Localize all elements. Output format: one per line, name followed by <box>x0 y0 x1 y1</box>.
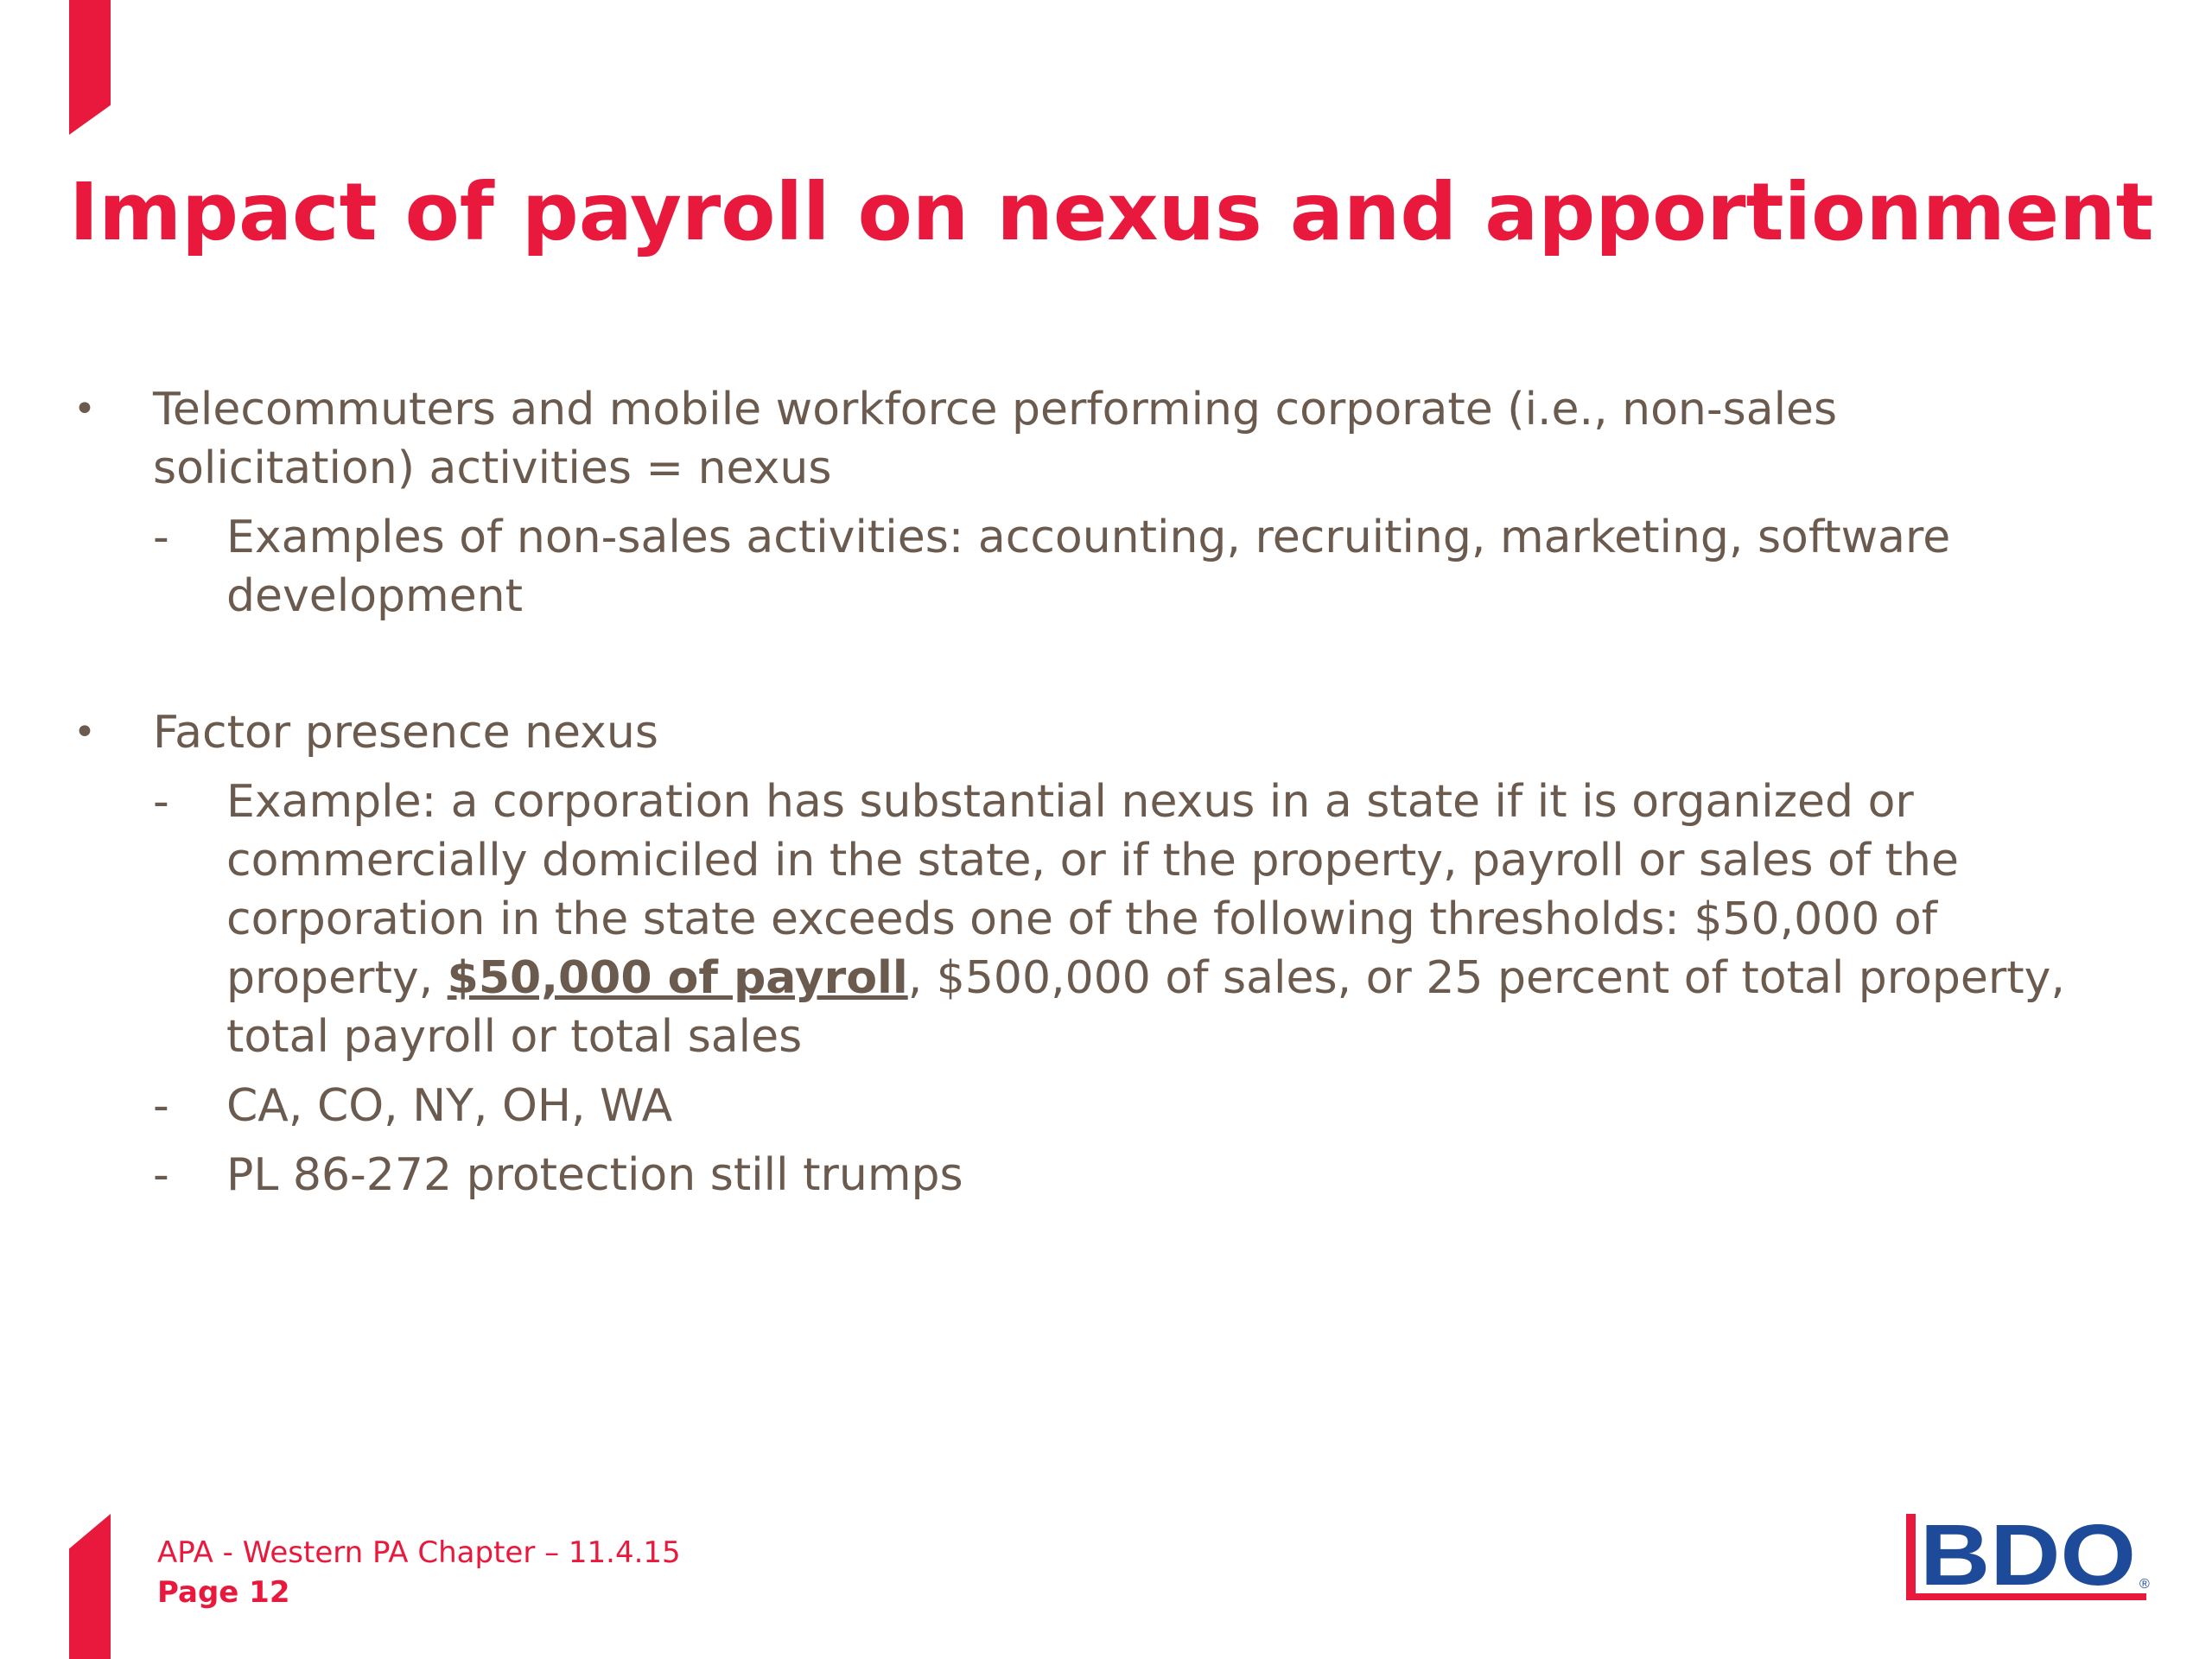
sub-item-non-sales-examples <box>69 508 2082 626</box>
bdo-logo <box>1906 1510 2153 1607</box>
sub-item-text: PL 86-272 protection still trumps <box>226 1149 963 1201</box>
payroll-threshold-emphasis: $50,000 of payroll <box>447 952 908 1004</box>
sub-item-text-before: Example: a corporation has substantial nexus in a state if it is organized or commercially domiciled in the state, or if the property, payroll or sales of the corporation in the state exceeds one of the following thresholds: $50,000 of property, <box>226 776 1959 1004</box>
top-accent-bar <box>69 0 111 135</box>
bullet-telecommuters <box>69 380 2082 498</box>
bullet-text: Telecommuters and mobile workforce performing corporate (i.e., non-sales solicitation) activities = nexus <box>153 384 1838 494</box>
bottom-accent-bar <box>69 1514 111 1659</box>
sub-item-text: Examples of non-sales activities: accounting, recruiting, marketing, software development <box>226 512 1951 622</box>
bullet-factor-presence <box>69 703 2082 762</box>
logo-text: BDO <box>1920 1510 2136 1604</box>
bullet-text: Factor presence nexus <box>153 707 658 759</box>
sub-marker: - <box>153 1080 169 1132</box>
logo-red-bar <box>1906 1514 1916 1600</box>
page-number: Page 12 <box>157 1575 290 1610</box>
sub-marker: - <box>153 1149 169 1201</box>
sub-marker: - <box>153 512 169 563</box>
sub-item-text: CA, CO, NY, OH, WA <box>226 1080 673 1132</box>
sub-item-example-thresholds <box>69 772 2082 1066</box>
sub-marker: - <box>153 776 169 828</box>
bullet-marker: • <box>73 387 96 431</box>
sub-item-text-after: , $500,000 of sales, or 25 percent of total property, total payroll or total sales <box>226 952 2065 1063</box>
bullet-marker: • <box>73 710 96 754</box>
slide-content <box>69 380 2082 1205</box>
footer-event: APA - Western PA Chapter – 11.4.15 <box>157 1535 681 1570</box>
logo-registered-mark: ® <box>2139 1577 2150 1592</box>
sub-item-states <box>69 1077 2082 1135</box>
sub-item-pl-86-272 <box>69 1146 2082 1205</box>
slide-title: Impact of payroll on nexus and apportionment <box>69 166 2154 258</box>
footer <box>157 1533 681 1612</box>
